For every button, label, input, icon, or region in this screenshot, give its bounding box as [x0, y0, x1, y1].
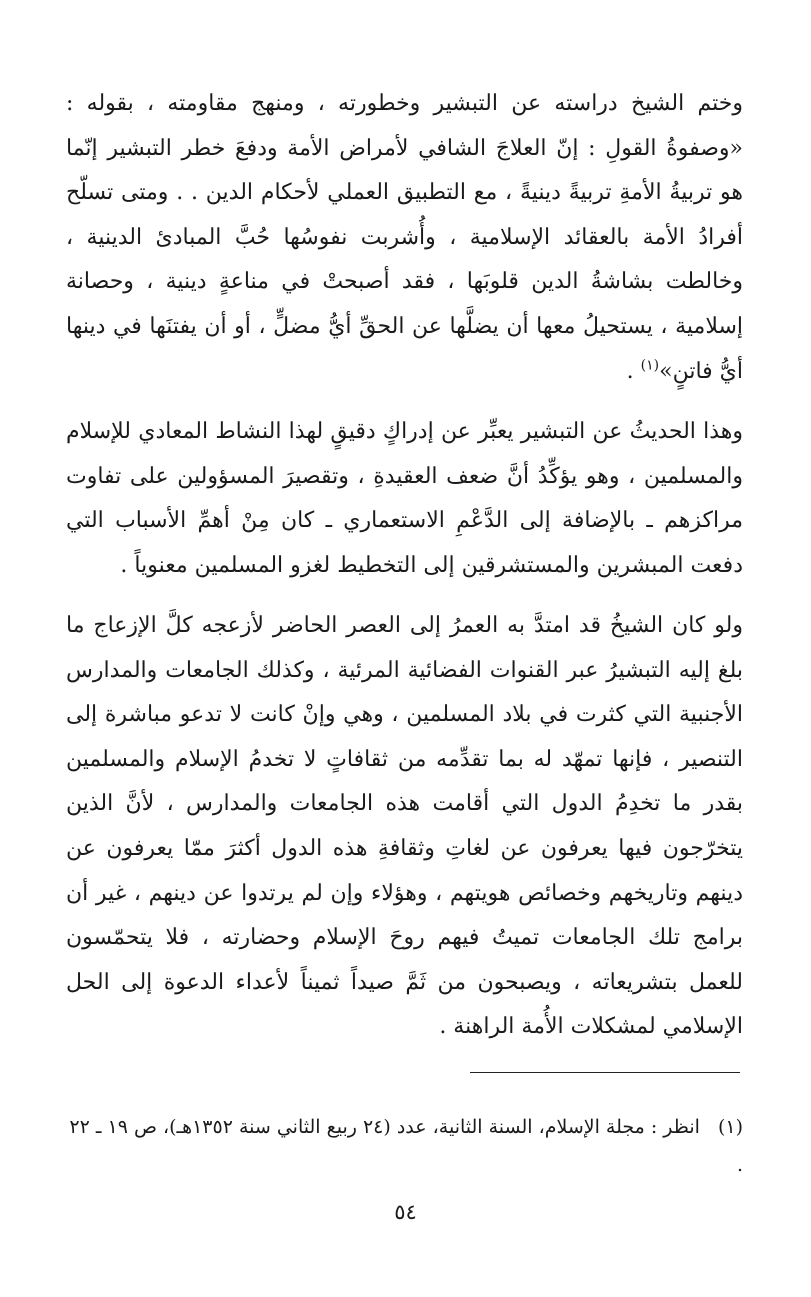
- paragraph-3: ولو كان الشيخُ قد امتدَّ به العمرُ إلى العصر الحاضر لأزعجه كلَّ الإزعاج ما بلغ إليه التبشيرُ عبر القنوات الفضائية المرئية ، وكذلك الجامعات والمدارس الأجنبية التي كثرت في بلاد المسلمين ، وهي وإنْ كانت لا تدعو مباشرة إلى التنصير ، فإنها تمهّد له بما تقدِّمه من ثقافاتٍ لا تخدمُ الإسلام والمسلمين بقدر ما تخدِمُ الدول التي أقامت هذه الجامعات والمدارس ، لأنَّ الذين يتخرّجون فيها يعرفون عن لغاتِ وثقافةِ هذه الدول أكثرَ ممّا يعرفون عن دينهم وتاريخهم وخصائص هويتهم ، وهؤلاء وإن لم يرتدوا عن دينهم ، غير أن برامج تلك الجامعات تميتُ فيهم روحَ الإسلام وحضارته ، فلا يتحمّسون للعمل بتشريعاته ، ويصبحون من ثَمَّ صيداً ثميناً لأعداء الدعوة إلى الحل الإسلامي لمشكلات الأُمة الراهنة .: [66, 613, 743, 1040]
- paragraph-1-tail: .: [626, 358, 641, 384]
- paragraph-2: وهذا الحديثُ عن التبشير يعبِّر عن إدراكٍ دقيقٍ لهذا النشاط المعادي للإسلام والمسلمين ، وهو يؤكِّدُ أنَّ ضعف العقيدةِ ، وتقصيرَ المسؤولين على تفاوت مراكزهم ـ بالإضافة إلى الدَّعْمِ الاستعماري ـ كان مِنْ أهمِّ الأسباب التي دفعت المبشرين والمستشرقين إلى التخطيط لغزو المسلمين معنوياً .: [66, 419, 743, 578]
- footnote-number: (١): [717, 1116, 743, 1138]
- paragraph-1: [66, 82, 743, 394]
- paragraph-1-text: وختم الشيخ دراسته عن التبشير وخطورته ، ومنهج مقاومته ، بقوله : «وصفوةُ القولِ : إنّ العلاجَ الشافي لأمراض الأمة ودفعَ خطر التبشير إنّما هو تربيةُ الأمةِ تربيةً دينيةً ، مع التطبيق العملي لأحكام الدين . . ومتى تسلّح أفرادُ الأمة بالعقائد الإسلامية ، وأُشربت نفوسُها حُبَّ المبادئ الدينية ، وخالطت بشاشةُ الدين قلوبَها ، فقد أصبحتْ في مناعةٍ دينية ، وحصانة إسلامية ، يستحيلُ معها أن يضلَّها عن الحقِّ أيُّ مضلٍّ ، أو أن يفتنَها في دينها أيُّ فاتنٍ»: [66, 91, 743, 384]
- page-number: ٥٤: [394, 1200, 417, 1224]
- footnote-divider: [470, 1072, 740, 1073]
- footnote-reference: (١): [640, 357, 660, 374]
- footnote-text: انظر : مجلة الإسلام، السنة الثانية، عدد (٢٤ ربيع الثاني سنة ١٣٥٢هـ)، ص ١٩ ـ ٢٢ .: [69, 1116, 743, 1176]
- footnote: [66, 1108, 743, 1184]
